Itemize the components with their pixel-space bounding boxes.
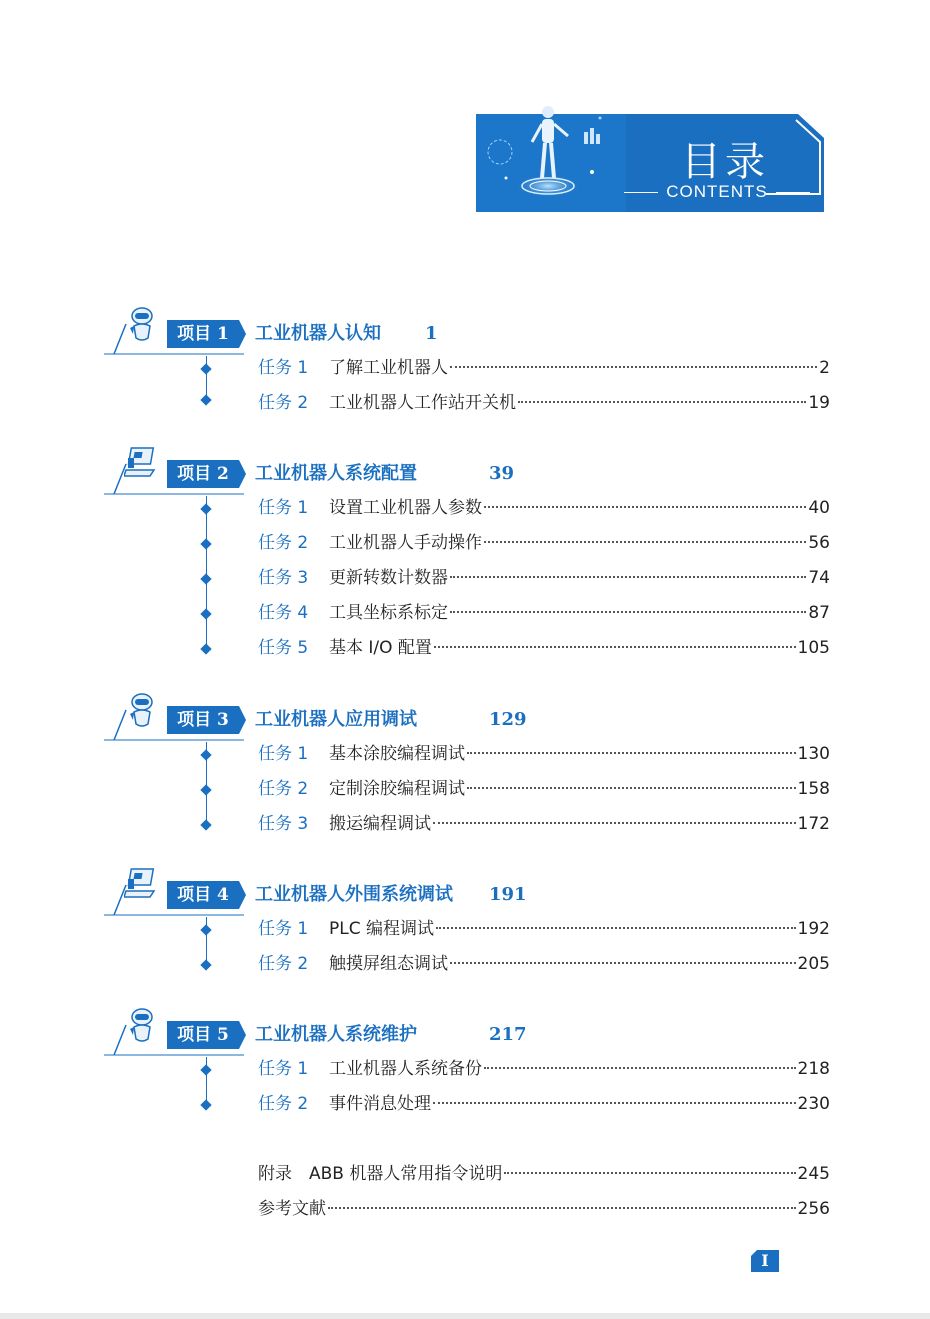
task-label: 任务 4 [258,603,309,623]
dot-leader [450,962,796,964]
project-page: 1 [425,323,438,344]
banner-subtitle [610,182,824,202]
task-title: 工业机器人系统备份 [329,1059,482,1079]
task-page: 2 [819,358,830,378]
dot-leader [484,506,806,508]
page-number-badge [751,1250,779,1272]
task-label: 任务 2 [258,533,309,553]
computer-icon [124,865,160,905]
robot-icon [124,690,160,730]
robot-hologram-icon [476,94,626,212]
project-header[interactable] [0,318,930,354]
robot-icon [124,1005,160,1045]
task-title: 基本涂胶编程调试 [329,744,465,764]
task-entry[interactable] [258,1090,830,1118]
task-label: 任务 2 [258,779,309,799]
tree-node [200,394,211,405]
task-title: 工业机器人工作站开关机 [329,393,516,413]
tree-node [200,959,211,970]
tree-node [200,363,211,374]
task-label: 任务 3 [258,814,309,834]
project-header[interactable] [0,1019,930,1055]
project-header[interactable] [0,879,930,915]
tree-node [200,749,211,760]
task-label: 任务 1 [258,744,309,764]
project-title: 工业机器人系统维护 [255,1024,417,1045]
project-tag: 项目 4 [167,881,239,909]
appendix-page: 245 [797,1164,830,1184]
task-page: 172 [797,814,830,834]
dot-leader [504,1172,795,1174]
task-title: 搬运编程调试 [329,814,431,834]
task-page: 19 [808,393,830,413]
tree-node [200,573,211,584]
project-header[interactable] [0,458,930,494]
task-label: 任务 1 [258,1059,309,1079]
task-page: 192 [797,919,830,939]
tree-node [200,643,211,654]
dot-leader [467,787,796,789]
references-page: 256 [797,1199,830,1219]
tree-node [200,1064,211,1075]
task-title: 工业机器人手动操作 [329,533,482,553]
task-page: 87 [808,603,830,623]
task-label: 任务 2 [258,1094,309,1114]
task-page: 158 [797,779,830,799]
task-title: 基本 I/O 配置 [329,638,432,658]
dot-leader [436,927,796,929]
task-label: 任务 5 [258,638,309,658]
task-entry[interactable] [258,1055,830,1083]
dot-leader [484,1067,796,1069]
dot-leader [433,1102,796,1104]
project-title: 工业机器人系统配置 [255,463,417,484]
project-tag: 项目 5 [167,1021,239,1049]
task-title: 触摸屏组态调试 [329,954,448,974]
dot-leader [434,646,796,648]
banner-title: 目录 [681,139,769,185]
bottom-edge [0,1313,930,1319]
page-number: Ⅰ [761,1251,769,1270]
task-entry[interactable] [258,950,830,978]
task-page: 105 [797,638,830,658]
dot-leader [518,401,806,403]
task-label: 任务 1 [258,498,309,518]
task-entry[interactable] [258,354,830,382]
robot-icon [124,304,160,344]
tree-node [200,538,211,549]
task-entry[interactable] [258,634,830,662]
task-page: 230 [797,1094,830,1114]
project-header[interactable] [0,704,930,740]
dot-leader [450,576,806,578]
task-label: 任务 1 [258,919,309,939]
tree-node [200,1099,211,1110]
task-title: PLC 编程调试 [329,919,434,939]
task-label: 任务 1 [258,358,309,378]
task-entry[interactable] [258,389,830,417]
project-tag: 项目 1 [167,320,239,348]
task-page: 74 [808,568,830,588]
tree-node [200,608,211,619]
task-entry[interactable] [258,529,830,557]
dot-leader [450,611,806,613]
task-entry[interactable] [258,740,830,768]
task-entry[interactable] [258,915,830,943]
tree-line [206,356,207,398]
task-title: 定制涂胶编程调试 [329,779,465,799]
dot-leader [328,1207,796,1209]
dot-leader [433,822,796,824]
task-page: 205 [797,954,830,974]
task-entry[interactable] [258,564,830,592]
banner-subtitle-text: CONTENTS [666,182,768,201]
task-label: 任务 3 [258,568,309,588]
computer-icon [124,444,160,484]
tree-node [200,503,211,514]
task-page: 130 [797,744,830,764]
project-tag: 项目 2 [167,460,239,488]
project-title: 工业机器人应用调试 [255,709,417,730]
tree-node [200,784,211,795]
task-entry[interactable] [258,775,830,803]
task-title: 工具坐标系标定 [329,603,448,623]
tree-node [200,819,211,830]
task-title: 事件消息处理 [329,1094,431,1114]
project-page: 129 [489,709,527,730]
task-page: 56 [808,533,830,553]
contents-banner [476,94,824,212]
task-title: 设置工业机器人参数 [329,498,482,518]
dot-leader [484,541,806,543]
project-page: 39 [489,463,515,484]
references-title: 参考文献 [258,1199,326,1219]
appendix-title: 附录 ABB 机器人常用指令说明 [258,1164,503,1184]
tree-node [200,924,211,935]
project-title: 工业机器人认知 [255,323,381,344]
task-entry[interactable] [258,494,830,522]
references-entry[interactable] [258,1195,830,1223]
task-title: 更新转数计数器 [329,568,448,588]
project-page: 217 [489,1024,527,1045]
task-label: 任务 2 [258,393,309,413]
dot-leader [450,366,817,368]
project-page: 191 [489,884,527,905]
project-tag: 项目 3 [167,706,239,734]
project-title: 工业机器人外围系统调试 [255,884,453,905]
appendix-entry[interactable] [258,1160,830,1188]
task-title: 了解工业机器人 [329,358,448,378]
task-page: 40 [808,498,830,518]
task-label: 任务 2 [258,954,309,974]
dot-leader [467,752,796,754]
task-entry[interactable] [258,810,830,838]
task-entry[interactable] [258,599,830,627]
task-page: 218 [797,1059,830,1079]
